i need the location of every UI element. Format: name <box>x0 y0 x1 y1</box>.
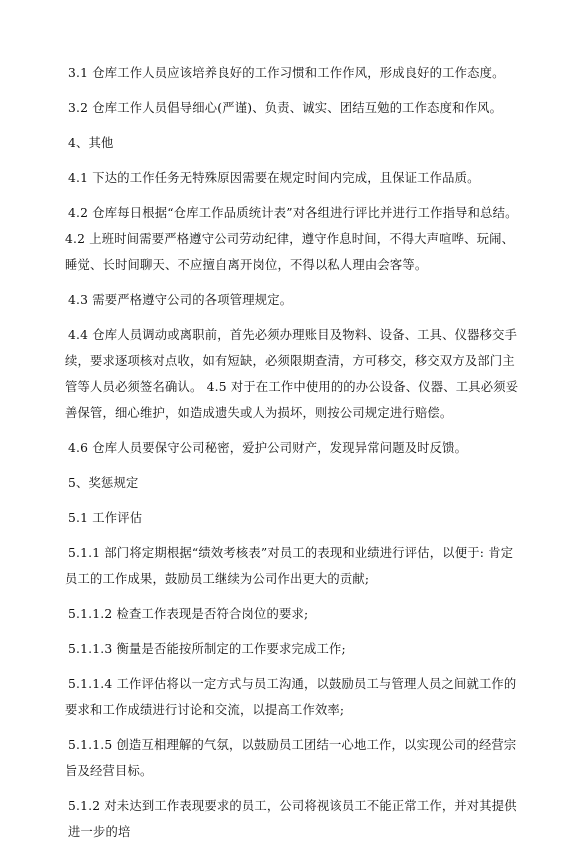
section-heading-4: 4、其他 <box>68 136 114 150</box>
paragraph-4-4: 4.4 仓库人员调动或离职前，首先必须办理账目及物料、设备、工具、仪器移交手续，要求逐项核对点收，如有短缺，必须限期查清，方可移交，移交双方及部门主管等人员必须签名确认。 4.5 对于在工作中使用的的办公设备、仪器、工具必须妥善保管，细心维护，如造成遗失或人为损坏，则按公司规定进行赔偿。 <box>65 328 519 420</box>
paragraph-4-2: 4.2 仓库每日根据“仓库工作品质统计表”对各组进行评比并进行工作指导和总结。 4.2 上班时间需要严格遵守公司劳动纪律，遵守作息时间，不得大声喧哗、玩闹、睡觉、长时间聊天、不应擅自离开岗位，不得以私人理由会客等。 <box>65 206 518 272</box>
paragraph-5-1-1-3: 5.1.1.3 衡量是否能按所制定的工作要求完成工作; <box>68 642 346 656</box>
paragraph-3-1: 3.1 仓库工作人员应该培养良好的工作习惯和工作作风，形成良好的工作态度。 <box>68 66 505 80</box>
paragraph-5-1-1-5: 5.1.1.5 创造互相理解的气氛，以鼓励员工团结一心地工作，以实现公司的经营宗旨及经营目标。 <box>65 738 517 778</box>
paragraph-5-1-1-4: 5.1.1.4 工作评估将以一定方式与员工沟通，以鼓励员工与管理人员之间就工作的要求和工作成绩进行讨论和交流，以提高工作效率; <box>65 677 517 717</box>
subsection-heading-5-1: 5.1 工作评估 <box>68 511 143 525</box>
paragraph-3-2: 3.2 仓库工作人员倡导细心(严谨)、负责、诚实、团结互勉的工作态度和作风。 <box>68 101 503 115</box>
paragraph-5-1-1: 5.1.1 部门将定期根据“绩效考核表”对员工的表现和业绩进行评估，以便于: 肯定员工的工作成果，鼓励员工继续为公司作出更大的贡献; <box>65 546 514 586</box>
paragraph-4-3: 4.3 需要严格遵守公司的各项管理规定。 <box>68 293 293 307</box>
paragraph-4-1: 4.1 下达的工作任务无特殊原因需要在规定时间内完成，且保证工作品质。 <box>68 171 480 185</box>
paragraph-5-1-2: 5.1.2 对未达到工作表现要求的员工，公司将视该员工不能正常工作，并对其提供进一步的培 <box>68 799 517 839</box>
paragraph-4-6: 4.6 仓库人员要保守公司秘密，爱护公司财产，发现异常问题及时反馈。 <box>68 441 468 455</box>
section-heading-5: 5、奖惩规定 <box>68 476 139 490</box>
paragraph-5-1-1-2: 5.1.1.2 检查工作表现是否符合岗位的要求; <box>68 607 309 621</box>
